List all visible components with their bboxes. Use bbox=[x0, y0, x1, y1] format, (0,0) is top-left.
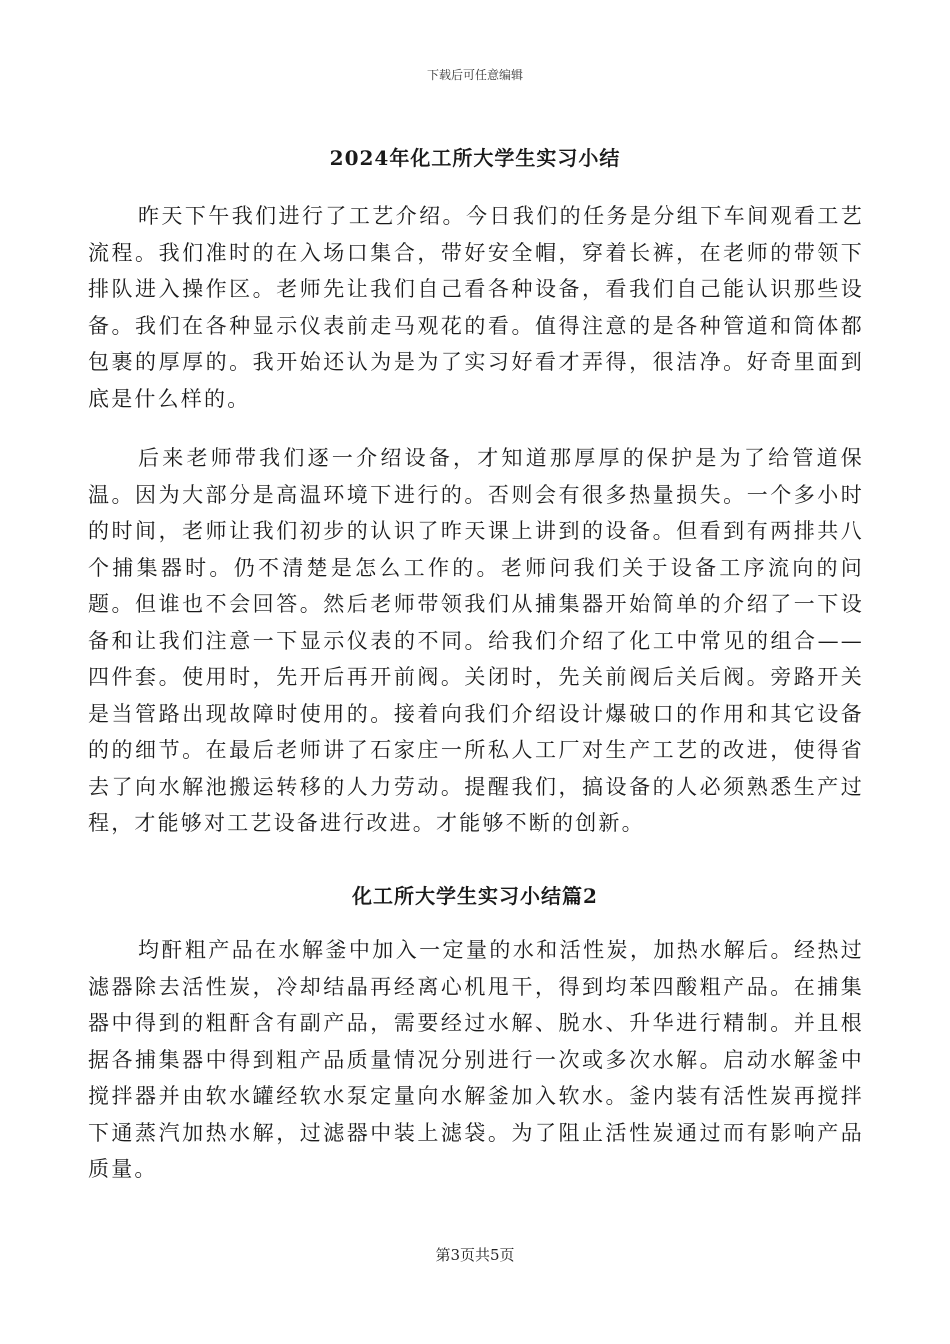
header-note: 下载后可任意编辑 bbox=[426, 68, 523, 82]
paragraph-1: 昨天下午我们进行了工艺介绍。今日我们的任务是分组下车间观看工艺流程。我们准时的在入场口集合，带好安全帽，穿着长裤，在老师的带领下排队进入操作区。老师先让我们自己看各种设备，看我们自己能认识那些设备。我们在各种显示仪表前走马观花的看。值得注意的是各种管道和筒体都包裹的厚厚的。我开始还认为是为了实习好看才弄得，很洁净。好奇里面到底是什么样的。 bbox=[88, 204, 864, 411]
page-number: 第3页共5页 bbox=[435, 1246, 515, 1264]
paragraph-2: 后来老师带我们逐一介绍设备，才知道那厚厚的保护是为了给管道保温。因为大部分是高温环境下进行的。否则会有很多热量损失。一个多小时的时间，老师让我们初步的认识了昨天课上讲到的设备。但看到有两排共八个捕集器时。仍不清楚是怎么工作的。老师问我们关于设备工序流向的问题。但谁也不会回答。然后老师带领我们从捕集器开始简单的介绍了一下设备和让我们注意一下显示仪表的不同。给我们介绍了化工中常见的组合——四件套。使用时，先开后再开前阀。关闭时，先关前阀后关后阀。旁路开关是当管路出现故障时使用的。接着向我们介绍设计爆破口的作用和其它设备的的细节。在最后老师讲了石家庄一所私人工厂对生产工艺的改进，使得省去了向水解池搬运转移的人力劳动。提醒我们，搞设备的人必须熟悉生产过程，才能够对工艺设备进行改进。才能够不断的创新。 bbox=[88, 446, 864, 835]
document-title: 2024年化工所大学生实习小结 bbox=[329, 146, 621, 170]
section-2-paragraph-1: 均酐粗产品在水解釜中加入一定量的水和活性炭，加热水解后。经热过滤器除去活性炭，冷却结晶再经离心机甩干，得到均苯四酸粗产品。在捕集器中得到的粗酐含有副产品，需要经过水解、脱水、升华进行精制。并且根据各捕集器中得到粗产品质量情况分别进行一次或多次水解。启动水解釜中搅拌器并由软水罐经软水泵定量向水解釜加入软水。釜内装有活性炭再搅拌下通蒸汽加热水解，过滤器中装上滤袋。为了阻止活性炭通过而有影响产品质量。 bbox=[88, 938, 864, 1181]
section-2-title: 化工所大学生实习小结篇2 bbox=[352, 884, 598, 908]
